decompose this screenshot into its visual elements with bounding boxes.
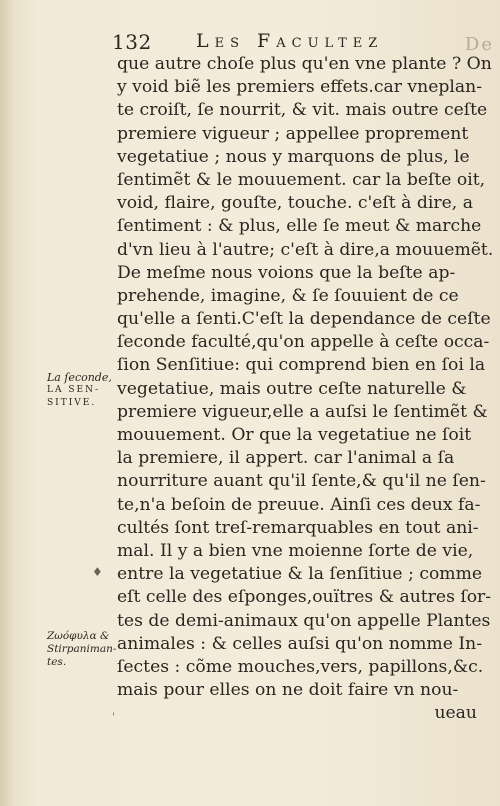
text-line: animales : & celles auſsi qu'on nomme In-: [117, 633, 483, 654]
body-text: [117, 53, 494, 725]
bleed-through-catchword: De: [464, 34, 494, 55]
margin-note-line: Ζωόφυλα &: [47, 630, 110, 642]
page-number: 132: [112, 30, 152, 54]
text-line: premiere vigueur,elle a auſsi le ſentimẽt &: [117, 401, 488, 422]
text-line: vegetatiue, mais outre ceſte naturelle &: [117, 378, 467, 399]
text-line: cultés ſont treſ-remarquables en tout ani-: [117, 517, 479, 538]
text-line: y void biẽ les premiers effets.car vneplan-: [117, 77, 483, 98]
text-line: entre la vegetatiue & la ſenſitiue ; comme: [117, 564, 483, 585]
text-line: tes de demi-animaux qu'on appelle Plantes: [117, 610, 491, 631]
text-line: d'vn lieu à l'autre; c'eſt à dire,a mouuemẽt.: [117, 239, 494, 260]
text-line: la premiere, il appert. car l'animal a ſa: [117, 448, 455, 469]
text-line: vegetatiue ; nous y marquons de plus, le: [117, 146, 470, 167]
text-line: mouuement. Or que la vegetatiue ne ſoit: [117, 425, 472, 445]
gutter-shadow: [0, 0, 14, 806]
text-line: De meſme nous voions que la beſte ap-: [117, 262, 456, 283]
text-line: ſion Senſitiue: qui comprend bien en ſoi la: [117, 355, 486, 376]
text-line: prehende, imagine, & ſe ſouuient de ce: [117, 285, 459, 306]
text-line: te croiſt, ſe nourrit, & vit. mais outre ceſte: [117, 100, 488, 121]
margin-note-line: SITIVE.: [47, 398, 97, 408]
margin-note-line: tes.: [47, 656, 67, 668]
text-line: mal. Il y a bien vne moienne ſorte de vie,: [117, 540, 474, 561]
text-line: nourriture auant qu'il ſente,& qu'il ne ſen-: [117, 471, 486, 492]
text-line: ſentimẽt & le mouuement. car la beſte oit,: [117, 169, 486, 190]
text-line: ſectes : cõme mouches,vers, papillons,&c.: [117, 656, 484, 677]
text-line: void, flaire, gouſte, touche. c'eſt à dire, a: [117, 193, 473, 214]
catchword: ueau: [434, 703, 477, 724]
margin-note-line: Stirpaniman-: [47, 643, 117, 655]
printer-mark-icon: ♦: [92, 565, 103, 579]
margin-note-line: LA SEN-: [47, 385, 100, 395]
text-line: eſt celle des eſponges,ouïtres & autres ſor-: [117, 587, 492, 608]
running-title: Les Facultez: [196, 30, 384, 52]
text-line: ſeconde faculté,qu'on appelle à ceſte occa-: [117, 332, 490, 353]
margin-note-zoophytes: [47, 630, 125, 669]
text-line: premiere vigueur ; appellee proprement: [117, 123, 469, 144]
text-line: ſentiment : & plus, elle ſe meut & marche: [117, 216, 482, 237]
text-line: que autre choſe plus qu'en vne plante ? On: [117, 54, 492, 74]
margin-note-line: La ſeconde,: [47, 371, 112, 384]
text-line: qu'elle a ſenti.C'eſt la dependance de ceſte: [117, 309, 491, 330]
text-line: mais pour elles on ne doit faire vn nou-: [117, 680, 459, 701]
text-line: te,n'a beſoin de preuue. Ainſi ces deux fa-: [117, 494, 481, 515]
margin-note-sensitive: [47, 371, 125, 410]
ink-speck-icon: ': [112, 712, 115, 723]
